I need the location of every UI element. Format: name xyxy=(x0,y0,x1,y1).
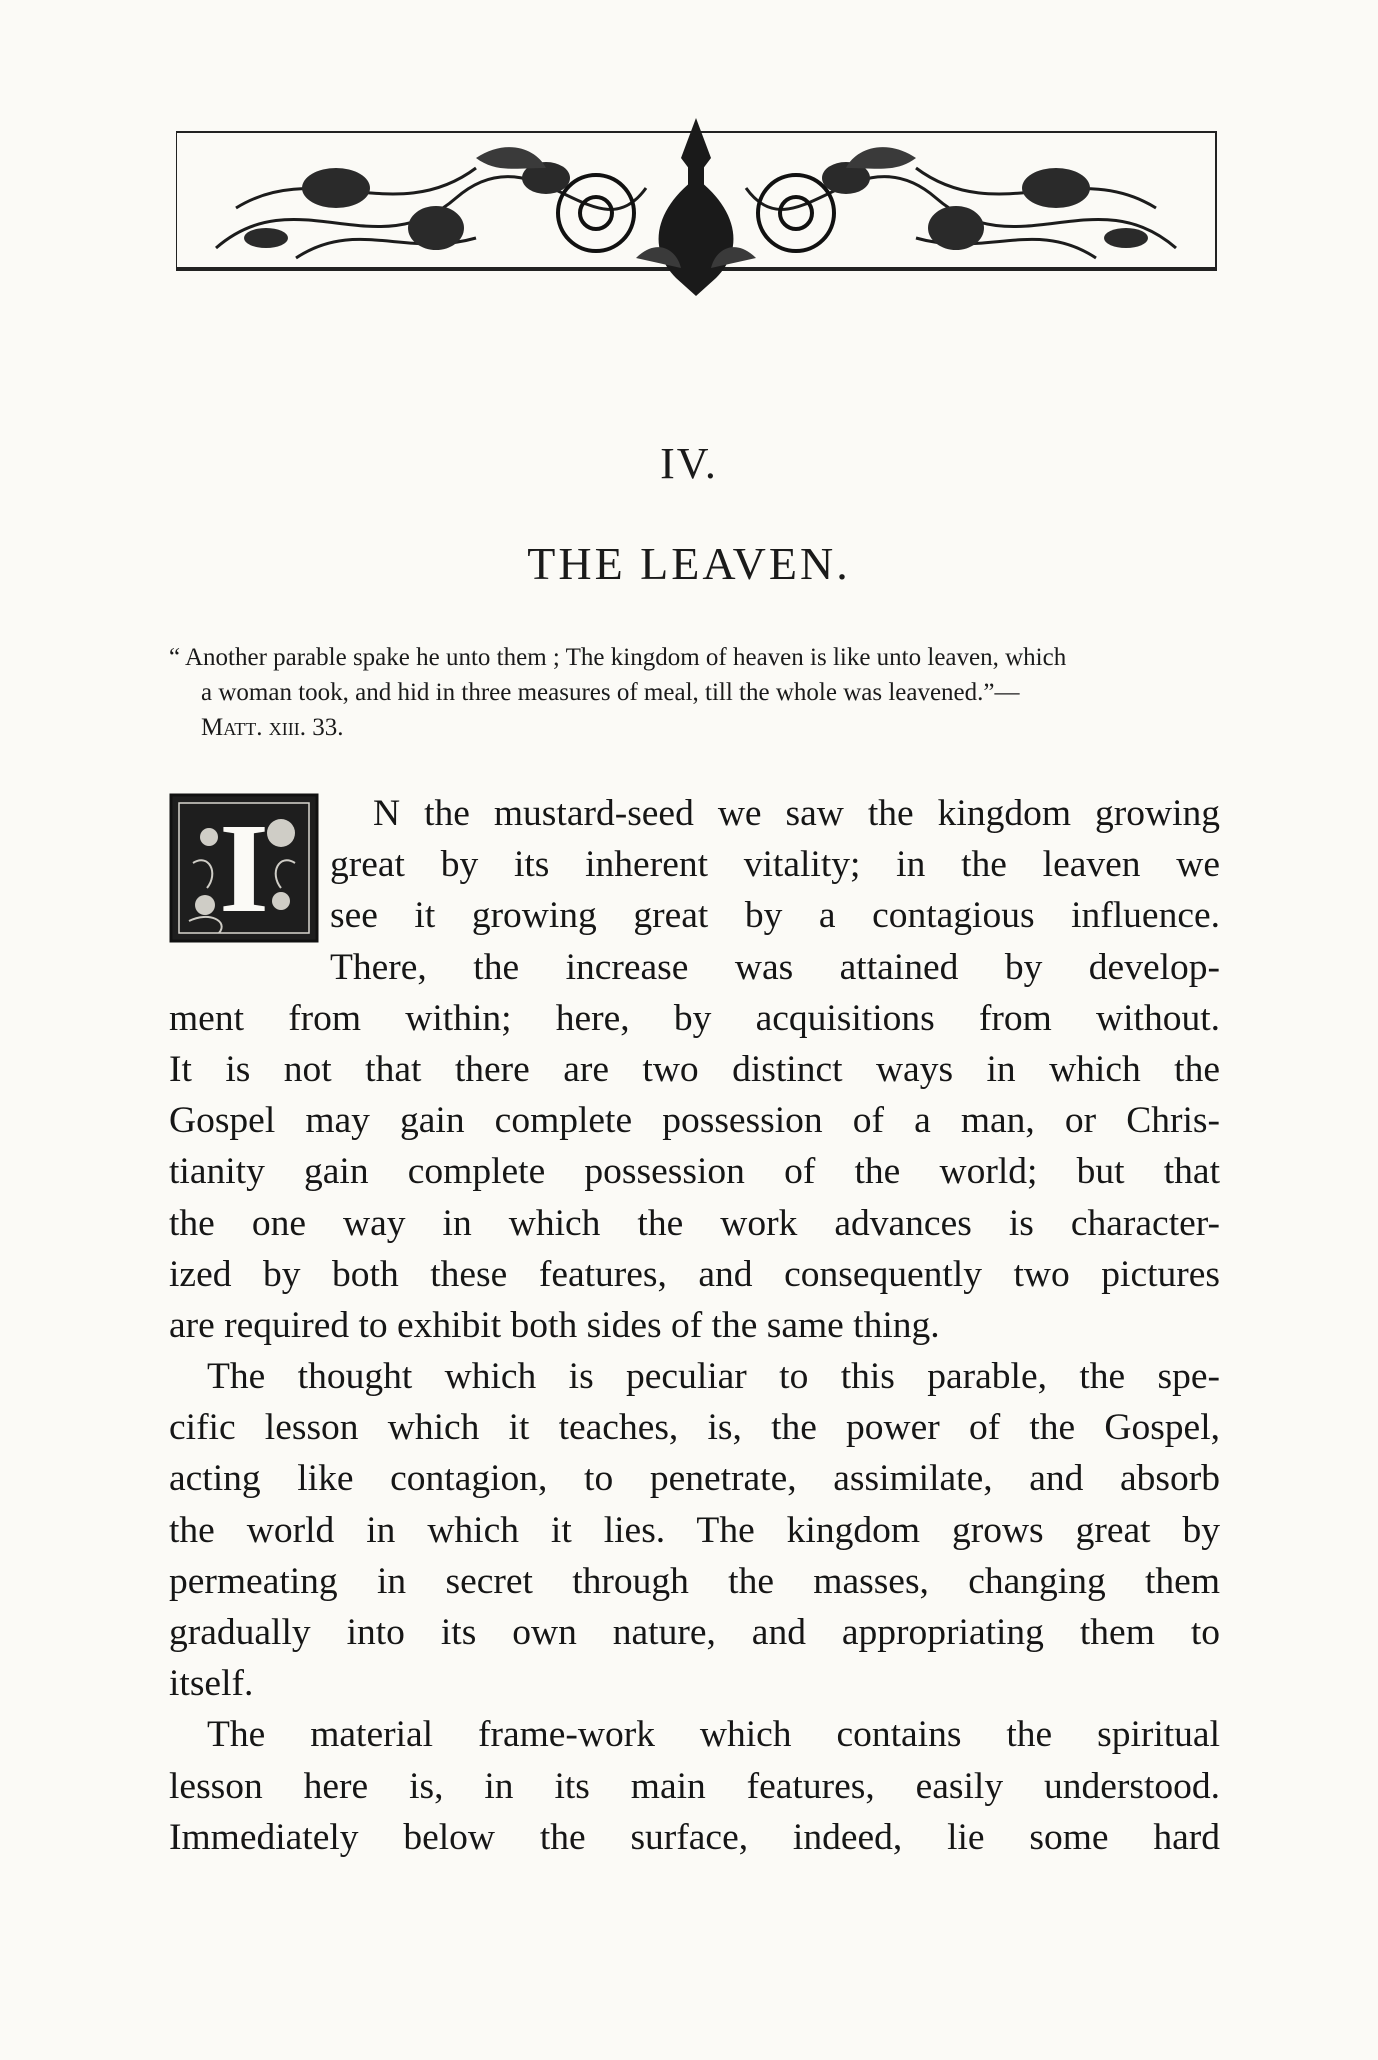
text-line: the one way in which the work advances is character- xyxy=(169,1202,1220,1244)
text-line: cific lesson which it teaches, is, the power of the Gospel, xyxy=(169,1407,1220,1449)
text-line: are required to exhibit both sides of the same thing. xyxy=(169,1304,940,1346)
drop-cap-letter: I xyxy=(219,797,269,939)
text-line: Gospel may gain complete possession of a man, or Chris- xyxy=(169,1100,1220,1142)
text-line: Immediately below the surface, indeed, lie some hard xyxy=(169,1816,1220,1858)
text-line: lesson here is, in its main features, easily understood. xyxy=(169,1765,1220,1807)
chapter-title: THE LEAVEN. xyxy=(527,538,851,589)
text-line: acting like contagion, to penetrate, assimilate, and absorb xyxy=(169,1458,1220,1500)
body-text xyxy=(169,788,1220,1863)
text-line: the world in which it lies. The kingdom grows great by xyxy=(169,1509,1220,1551)
epigraph-line: “ Another parable spake he unto them ; The kingdom of heaven is like unto leaven, which xyxy=(169,644,1067,671)
text-line: It is not that there are two distinct ways in which the xyxy=(169,1048,1220,1090)
chapter-number: IV. xyxy=(660,439,718,488)
text-line: There, the increase was attained by develop- xyxy=(330,946,1220,988)
epigraph-source: Matt. xiii. 33. xyxy=(201,714,344,741)
foliage-ornament-icon xyxy=(176,118,1218,296)
text-line: ment from within; here, by acquisitions from without. xyxy=(169,997,1220,1039)
text-line: ized by both these features, and consequently two pictures xyxy=(169,1253,1220,1295)
text-line: The thought which is peculiar to this parable, the spe- xyxy=(207,1356,1220,1398)
epigraph xyxy=(169,640,1229,745)
text-line: N the mustard-seed we saw the kingdom growing xyxy=(373,793,1220,834)
epigraph-line: a woman took, and hid in three measures of meal, till the whole was leavened.”— xyxy=(201,679,1020,706)
ornamental-headpiece xyxy=(176,118,1218,296)
text-line: great by its inherent vitality; in the leaven we xyxy=(330,844,1220,886)
text-line: itself. xyxy=(169,1663,254,1705)
text-line: The material frame-work which contains the spiritual xyxy=(207,1714,1220,1756)
text-line: tianity gain complete possession of the world; but that xyxy=(169,1151,1220,1193)
text-line: permeating in secret through the masses, changing them xyxy=(169,1560,1220,1602)
text-line: see it growing great by a contagious influence. xyxy=(330,895,1220,937)
text-line: gradually into its own nature, and appropriating them to xyxy=(169,1612,1220,1653)
